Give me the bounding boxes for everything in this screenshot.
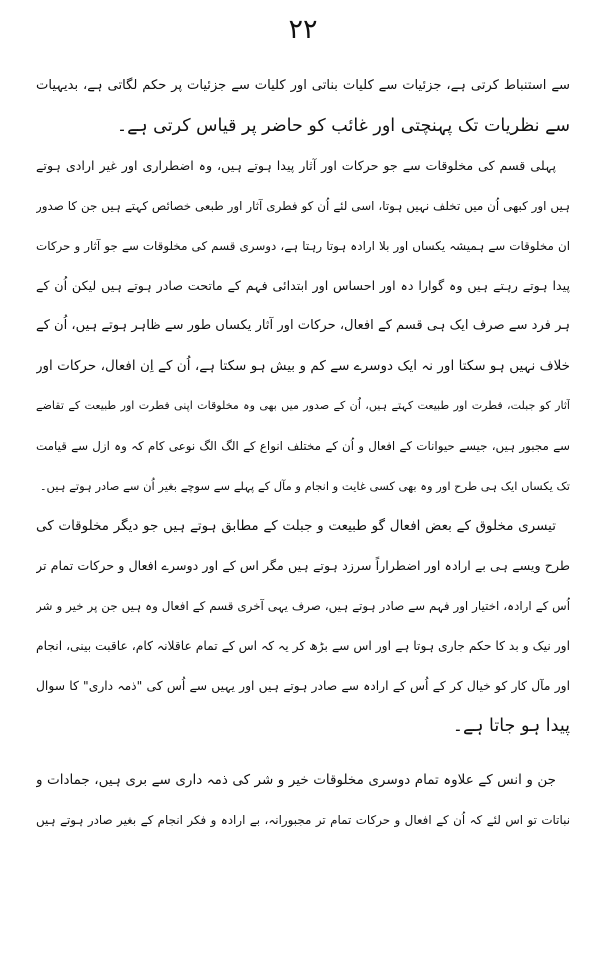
- text-line: سے نظریات تک پہنچتی اور غائب کو حاضر پر قیاس کرتی ہے۔: [116, 116, 570, 136]
- text-line: ہیں اور کبھی اُن میں تخلف نہیں ہوتا، اسی لئے اُن کو فطری آثار اور طبعی خصائص کہتے ہیں جن کا صدور: [36, 199, 570, 213]
- paragraph-4: [36, 760, 570, 840]
- text-line: اور مآل کار کو خیال کر کے اُس کے ارادہ سے صادر ہوتے ہیں اور یہیں سے اُس کی "ذمہ داری" کا سوال: [36, 679, 570, 693]
- text-line: پہلی قسم کی مخلوقات سے جو حرکات اور آثار پیدا ہوتے ہیں، وہ اضطراری اور غیر ارادی ہوتے: [36, 158, 556, 173]
- text-line: پیدا ہوتے رہتے ہیں وہ گوارا دہ اور احساس اور ابتدائی فہم کے ماتحت صادر ہوتے ہیں لیکن اُن کے: [36, 278, 570, 293]
- paragraph-3: [36, 506, 570, 746]
- text-line: سے مجبور ہیں، جیسے حیوانات کے افعال و اُن کے مختلف انواع کے الگ الگ نوعی کام کہ وہ ازل سے قیامت: [36, 439, 570, 453]
- text-line: آثار کو جبلت، فطرت اور طبیعت کہتے ہیں، اُن کے صدور میں بھی وہ مخلوقات اپنی فطرت اور طبیعت کے تقاضے: [36, 399, 570, 412]
- text-line: تک یکساں ایک ہی طرح اور وہ بھی کسی غایت و انجام و مآل کے پہلے سے سوچے بغیر اُن سے صادر ہوتے ہیں۔: [39, 479, 570, 493]
- text-line: سے استنباط کرتی ہے، جزئیات سے کلیات بناتی اور کلیات سے جزئیات پر حکم لگاتی ہے، بدیہیات: [36, 78, 570, 93]
- text-line: اُس کے ارادہ، اختیار اور فہم سے صادر ہوتے ہیں، صرف یہی آخری قسم کے افعال وہ ہیں جن پر خیر و شر: [36, 599, 570, 613]
- text-line: نباتات تو اس لئے کہ اُن کے افعال و حرکات تمام تر مجبورانہ، بے ارادہ و فکر انجام کے بغیر صادر ہوتے ہیں: [36, 813, 570, 827]
- page-body: [36, 66, 570, 840]
- page-number: ۲۲: [288, 14, 318, 45]
- text-line: خلاف نہیں ہو سکتا اور نہ ایک دوسرے سے کم و بیش ہو سکتا ہے، اُن کے اِن افعال، حرکات اور: [36, 358, 570, 374]
- paragraph-gap: [36, 746, 570, 760]
- paragraph-2: [36, 146, 570, 506]
- paragraph-1: [36, 66, 570, 146]
- text-line: ہر فرد سے صرف ایک ہی قسم کے افعال، حرکات اور آثار یکساں طور سے ظاہر ہوتے ہیں، اُن کے: [36, 318, 570, 333]
- text-line: طرح ویسے ہی بے ارادہ اور اضطراراً سرزد ہوتے ہیں مگر اس کے اور دوسرے افعال و حرکات تمام تر: [36, 558, 570, 573]
- text-line: اور نیک و بد کا حکم جاری ہوتا ہے اور اس سے بڑھ کر یہ کہ اس کے تمام عاقلانہ کام، عاقبت بینی، انجام: [36, 639, 570, 653]
- text-line: ان مخلوقات سے ہمیشہ یکساں اور بلا ارادہ ہوتا رہتا ہے، دوسری قسم کی مخلوقات سے جو آثار و حرکات: [36, 239, 570, 253]
- text-line: پیدا ہو جاتا ہے۔: [452, 716, 570, 736]
- text-line: تیسری مخلوق کے بعض افعال گو طبیعت و جبلت کے مطابق ہوتے ہیں جو دیگر مخلوقات کی: [36, 518, 556, 534]
- text-line: جن و انس کے علاوہ تمام دوسری مخلوقات خیر و شر کی ذمہ داری سے بری ہیں، جمادات و: [36, 772, 556, 788]
